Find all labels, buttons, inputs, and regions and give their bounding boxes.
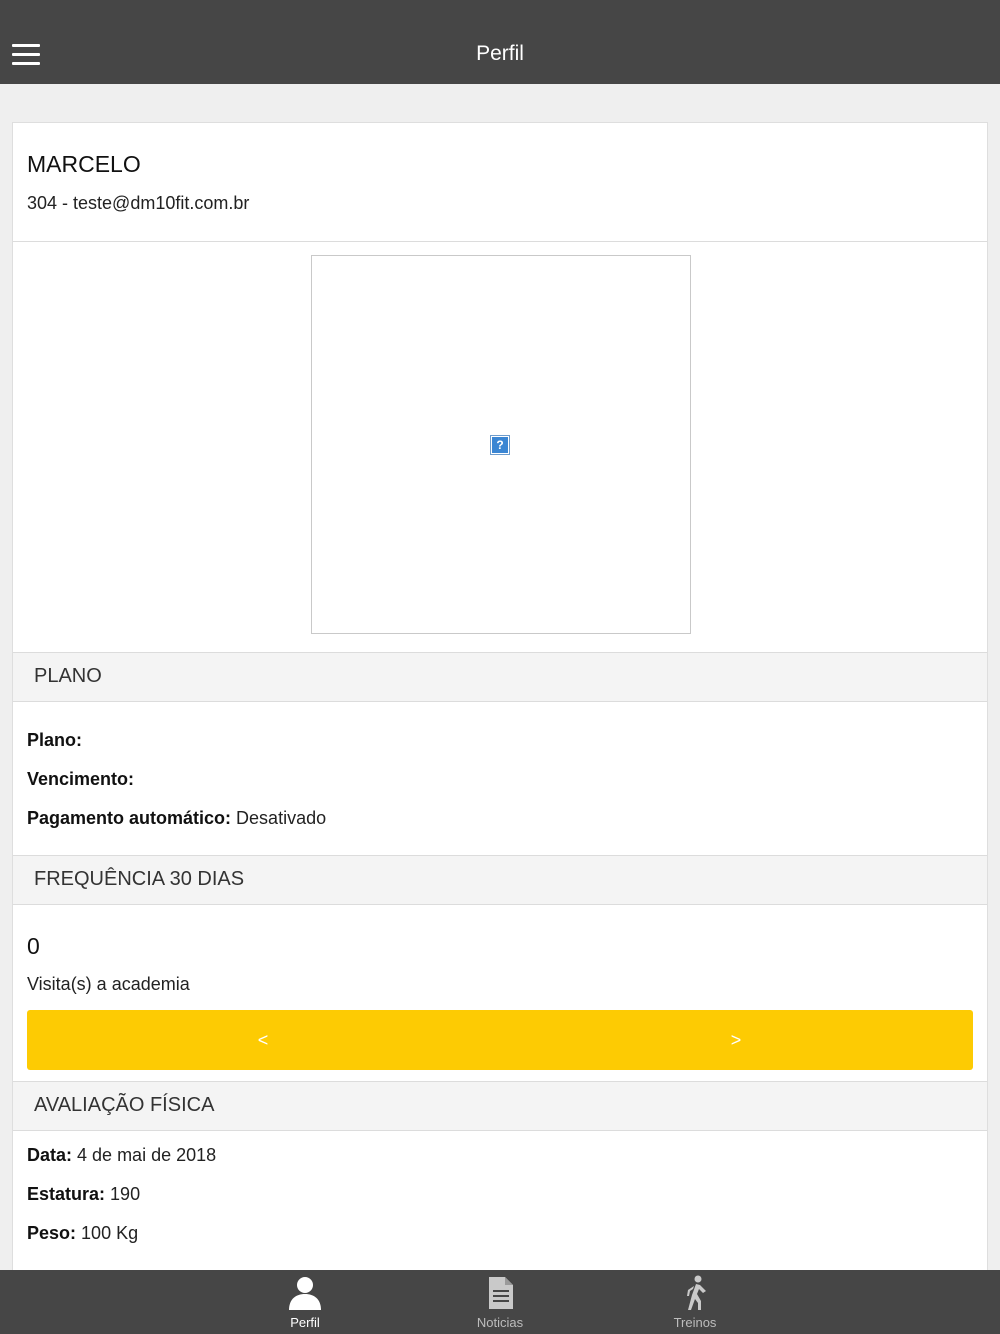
plan-section-title: PLANO xyxy=(13,653,987,702)
user-id-email: 304 - teste@dm10fit.com.br xyxy=(27,193,250,213)
field-label: Data: xyxy=(27,1145,73,1165)
person-icon xyxy=(287,1275,323,1311)
tab-noticias[interactable] xyxy=(440,1270,560,1334)
next-period-button[interactable]: > xyxy=(730,1030,742,1050)
field-label: Estatura: xyxy=(27,1184,106,1204)
profile-photo-area xyxy=(13,242,987,653)
top-app-bar xyxy=(0,0,1000,84)
field-label: Vencimento: xyxy=(27,769,135,789)
field-value: Desativado xyxy=(236,808,327,828)
evaluation-date-field xyxy=(13,1145,987,1184)
plan-section xyxy=(13,702,987,856)
user-name: MARCELO xyxy=(27,151,141,177)
evaluation-section xyxy=(13,1131,987,1262)
auto-payment-field xyxy=(13,808,987,847)
tab-perfil[interactable] xyxy=(245,1270,365,1334)
field-label: Plano: xyxy=(27,730,83,750)
profile-photo xyxy=(311,255,691,634)
evaluation-section-title: AVALIAÇÃO FÍSICA xyxy=(13,1082,987,1131)
plan-field xyxy=(13,730,987,769)
bottom-tab-bar xyxy=(0,1270,1000,1334)
profile-header xyxy=(13,123,987,242)
previous-period-button[interactable]: < xyxy=(257,1030,269,1050)
field-value: 4 de mai de 2018 xyxy=(77,1145,217,1165)
tab-label: Noticias xyxy=(476,1315,524,1330)
frequency-section xyxy=(13,905,987,1082)
walking-person-icon xyxy=(677,1275,713,1311)
tab-label: Treinos xyxy=(673,1315,717,1330)
weight-field xyxy=(13,1223,987,1262)
page-title: Perfil xyxy=(476,42,524,65)
field-value: 100 Kg xyxy=(81,1223,139,1243)
profile-card xyxy=(12,122,988,1272)
field-label: Pagamento automático: xyxy=(27,808,232,828)
broken-image-icon: ? xyxy=(490,435,510,455)
frequency-section-title: FREQUÊNCIA 30 DIAS xyxy=(13,856,987,905)
visit-count: 0 xyxy=(27,933,40,959)
field-label: Peso: xyxy=(27,1223,77,1243)
field-value: 190 xyxy=(110,1184,141,1204)
tab-treinos[interactable] xyxy=(635,1270,755,1334)
height-field xyxy=(13,1184,987,1223)
period-navigation-bar xyxy=(27,1010,973,1070)
tab-label: Perfil xyxy=(290,1315,320,1330)
due-date-field xyxy=(13,769,987,808)
document-icon xyxy=(482,1275,518,1311)
visit-count-label: Visita(s) a academia xyxy=(27,974,190,994)
